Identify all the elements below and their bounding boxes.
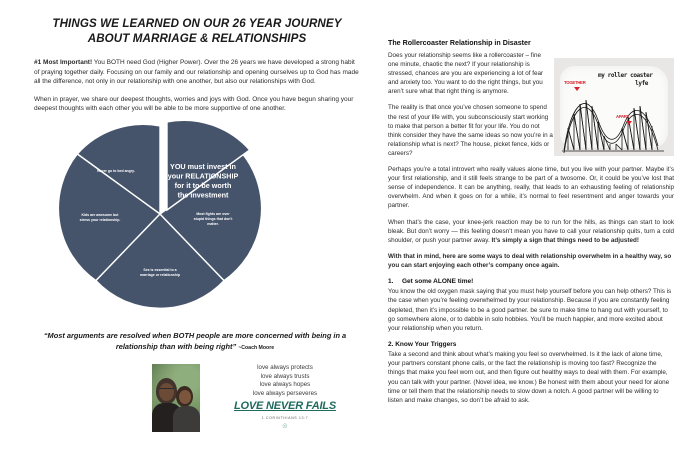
right-paragraph-2: The reality is that once you’ve chosen someone to spend the rest of your life with, you subconsciously start working to make that person a better fit for your life. You do not think consider they have the same ideas so now you’re in a relationship what is next? The house, picket fence, kids or careers? [388,104,553,157]
list-item-2-heading: 2. Know Your Triggers [388,340,457,348]
photo-person-2-body [173,406,200,432]
right-paragraph-4-bold: It’s simply a sign that things need to be adjusted! [491,236,639,244]
verse-line-3: love always hopes [259,381,311,389]
list-item-1-title: Get some ALONE time! [402,277,474,285]
label-fights-line1: Most fights are over [196,212,230,216]
paragraph-2 [34,95,360,114]
list-item-2-body: Take a second and think about what’s making you feel so overwhelmed. Is it the lack of alone time, your partners constant phone calls, or the fact the relationship is moving too fast? Recognize the things that make you feel worn out, and then figure out healthy ways to deal with them. For example, you can talk with your partner. (Novel idea, we know.) Be honest with them about your need for alone time or tell them that the relationship needs to slow down a notch. A good partner will be willing to listen and make changes, so don’t be afraid to ask. [388,351,670,404]
paragraph-2-text: When in prayer, we share our deepest thoughts, worries and joys with God. Once you have begun sharing your deepest thoughts with each other you will be able to be more supportive of one another. [34,95,354,113]
list-item-1-number: 1. [388,277,394,285]
verse-line-4: love always perseveres [252,389,318,397]
page-title: THINGS WE LEARNED ON OUR 26 YEAR JOURNEY ABOUT MARRIAGE & RELATIONSHIPS [52,17,342,45]
pin-icon-together [574,87,580,91]
pull-quote-attribution: ~Coach Moore [238,345,275,351]
label-fights-line2: stupid things that don't [193,217,233,221]
label-fights-line3: matter. [207,222,219,226]
label-sex-line2: marriage or relationship [139,273,181,277]
list-item-1-heading [388,277,674,286]
label-never-angry: Never go to bed angry. [97,169,135,173]
pillow-text [598,72,658,88]
right-paragraph-5-bold: With that in mind, here are some ways to deal with relationship overwhelm in a healthy way, so you can start enjoying each other’s company once again. [388,252,672,269]
pillow-text-line-2: lyfe [635,80,648,87]
paragraph-1-text: You BOTH need God (Higher Power). Over the 26 years we have developed a strong habit of praying together daily. Focusing on our family and our relationship and opening ourselves up to God has made all the difference, not only in our relationship with one another, but also our relationships with God. [34,59,359,86]
pillow-text-line-1: my roller coaster [598,72,653,79]
label-invest-line4: the investment [177,190,229,200]
photo-person-2-face [179,390,191,404]
photo-and-verse-block [152,364,362,436]
right-paragraph-5 [388,252,674,270]
verse-line-1: love always protects [257,364,313,371]
paragraph-1 [34,58,360,87]
rollercoaster-pillow-image [554,58,674,156]
label-invest-line1: YOU must invest in [170,162,236,171]
right-paragraph-4 [388,218,674,245]
right-paragraph-1: Does your relationship seems like a rollercoaster – fine one minute, chaotic the next? If your relationship is stressed, chances are you are experiencing a lot of fear and anxiety too. You want to do the right things, but you aren’t sure what that right thing is anymore. [388,52,544,96]
pillow-tag-together: TOGETHER [564,80,586,85]
couple-photo [152,364,200,432]
label-kids-line1: Kids are awesome but [81,213,119,217]
verse-block [210,364,360,430]
verse-headline: LOVE NEVER FAILS [234,400,336,413]
seal-icon: ☉ [282,424,288,431]
verse-reference: 1 CORINTHIANS 13:7 [261,416,309,421]
label-invest-line3: for it to be worth [174,181,232,190]
right-paragraph-4-text: When that’s the case, your knee-jerk reaction may be to run for the hills, as things can start to look bleak. But don’t worry — this feeling doesn’t mean you have to call your relationship quits, turn a cold shoulder, or push your partner away. [388,218,674,244]
right-paragraph-3: Perhaps you’re a total introvert who really values alone time, but you live with your partner. Maybe it’s your first relationship, and it still feels strange to be part of a twosome. Or, it could be you’ve lost that sense of independence. It can be anything, really, that leads to an exhausting feeling of relationship overwhelm. And when it goes on for a while, it’s normal to feel resentment and anger towards your partner. [388,166,674,210]
paragraph-1-lead: #1 Most Important! [34,59,93,66]
pull-quote-text: “Most arguments are resolved when BOTH people are more concerned with being in a relationship than with being right” [43,331,347,351]
verse-line-2: love always trusts [260,372,310,380]
label-sex-line1: Sex is essential to a [143,268,177,272]
pull-quote [30,330,360,354]
glasses-icon [159,388,174,393]
pie-chart [38,118,298,308]
pin-icon-apart [626,121,632,125]
label-kids-line2: stress your relationship. [79,218,121,222]
column-divider [374,6,375,446]
list-item-1-body: You know the old oxygen mask saying that you must help yourself before you can help others? This is the case when you’re feeling overwhelmed by your relationship. Because if you are constantly feeling depleted, then it’s impossible to be a good partner. be sure to make time to hang out with yourself, to go somewhere alone, or to dabble in solo hobbies. You’ll be much happier, and more excited about your relationship when you return. [388,288,672,332]
right-heading: The Rollercoaster Relationship in Disaster [388,39,531,47]
pie-chart-svg [38,118,298,310]
pillow-tag-apart: APART [616,114,630,119]
label-invest-line2: your RELATIONSHIP [167,171,239,181]
